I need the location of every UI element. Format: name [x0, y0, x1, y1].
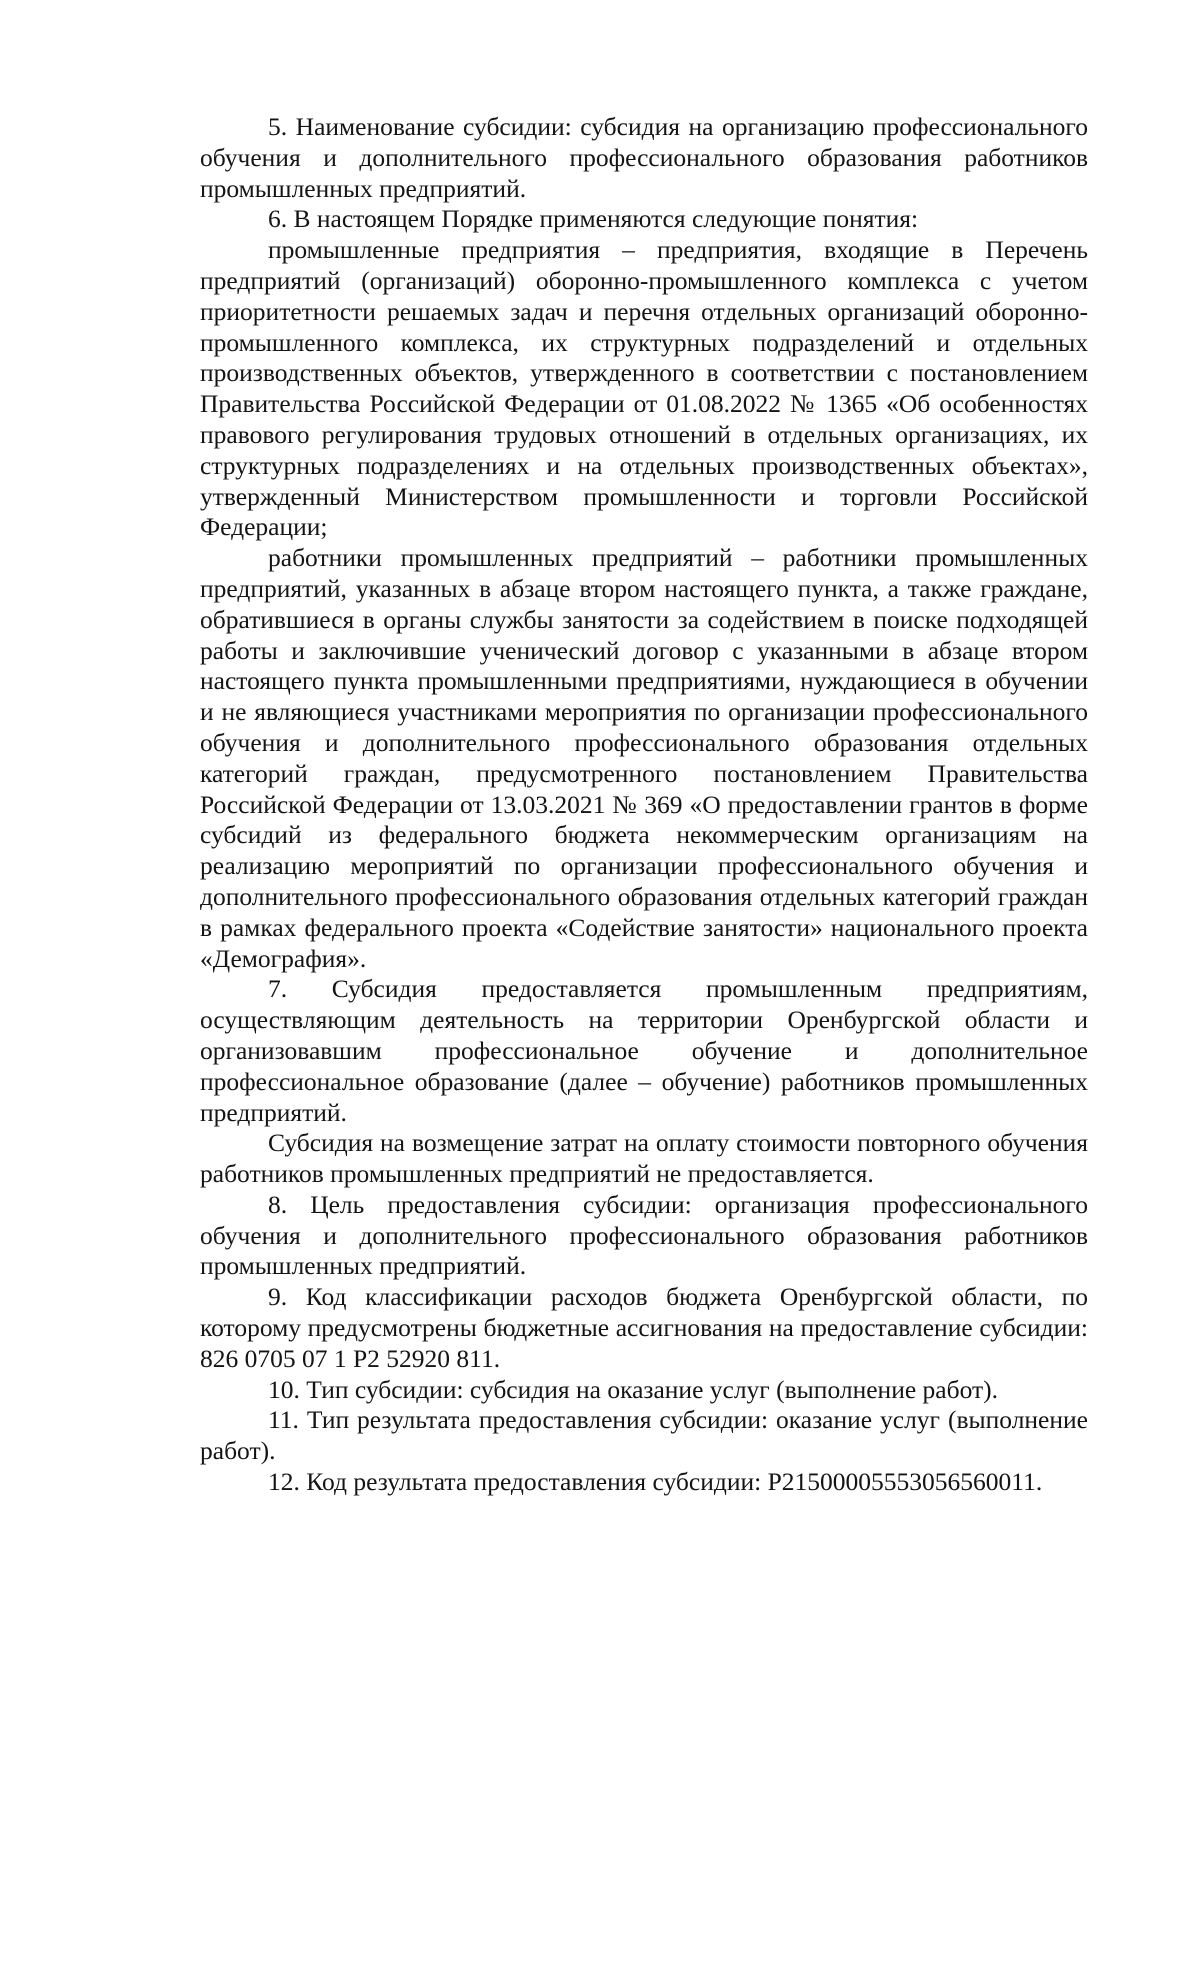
- paragraph-11-result-type: 11. Тип результата предоставления субсидии: оказание услуг (выполнение работ).: [200, 1405, 1088, 1466]
- paragraph-9-budget-code: 9. Код классификации расходов бюджета Оренбургской области, по которому предусмотрены бюджетные ассигнования на предоставление субсидии: 826 0705 07 1 Р2 52920 811.: [200, 1282, 1088, 1373]
- paragraph-10-subsidy-type: 10. Тип субсидии: субсидия на оказание услуг (выполнение работ).: [268, 1374, 999, 1404]
- paragraph-6-definitions-intro: 6. В настоящем Порядке применяются следующие понятия:: [268, 204, 919, 234]
- paragraph-12-result-code: 12. Код результата предоставления субсидии: Р2150000555305656001​1.: [268, 1467, 1043, 1497]
- paragraph-8-subsidy-purpose: 8. Цель предоставления субсидии: организация профессионального обучения и дополнительного профессионального образования работников промышленных предприятий.: [200, 1189, 1088, 1281]
- paragraph-repeat-training-exclusion: Субсидия на возмещение затрат на оплату стоимости повторного обучения работников промышленных предприятий не предоставляется.: [200, 1128, 1088, 1189]
- paragraph-7-subsidy-recipients: 7. Субсидия предоставляется промышленным предприятиям, осуществляющим деятельность на территории Оренбургской области и организовавшим профессиональное обучение и дополнительное профессиональное образование (далее – обучение) работников промышленных предприятий.: [200, 974, 1088, 1127]
- paragraph-workers-definition: работники промышленных предприятий – работники промышленных предприятий, указанных в абзаце втором настоящего пункта, а также граждане, обратившиеся в органы службы занятости за содействием в поиске подходящей работы и заключившие ученический договор с указанными в абзаце втором настоящего пункта промышленными предприятиями, нуждающиеся в обучении и не являющиеся участниками мероприятия по организации профессионального обучения и дополнительного профессионального образования отдельных категорий граждан, предусмотренного постановлением Правительства Российской Федерации от 13.03.2021 № 369 «О предоставлении грантов в форме субсидий из федерального бюджета некоммерческим организациям на реализацию мероприятий по организации профессионального обучения и дополнительного профессионального образования отдельных категорий граждан в рамках федерального проекта «Содействие занятости» национального проекта «Демография».: [200, 543, 1088, 973]
- paragraph-industrial-enterprises-definition: промышленные предприятия – предприятия, входящие в Перечень предприятий (организаций) оборонно-промышленного комплекса с учетом приоритетности решаемых задач и перечня отдельных организаций оборонно-промышленного комплекса, их структурных подразделений и отдельных производственных объектов, утвержденного в соответствии с постановлением Правительства Российской Федерации от 01.08.2022 № 1365 «Об особенностях правового регулирования трудовых отношений в отдельных организациях, их структурных подразделениях и на отдельных производственных объектах», утвержденный Министерством промышленности и торговли Российской Федерации;: [200, 235, 1088, 542]
- paragraph-5-subsidy-name: 5. Наименование субсидии: субсидия на организацию профессионального обучения и дополнительного профессионального образования работников промышленных предприятий.: [200, 112, 1088, 203]
- document-body: [200, 112, 1088, 1498]
